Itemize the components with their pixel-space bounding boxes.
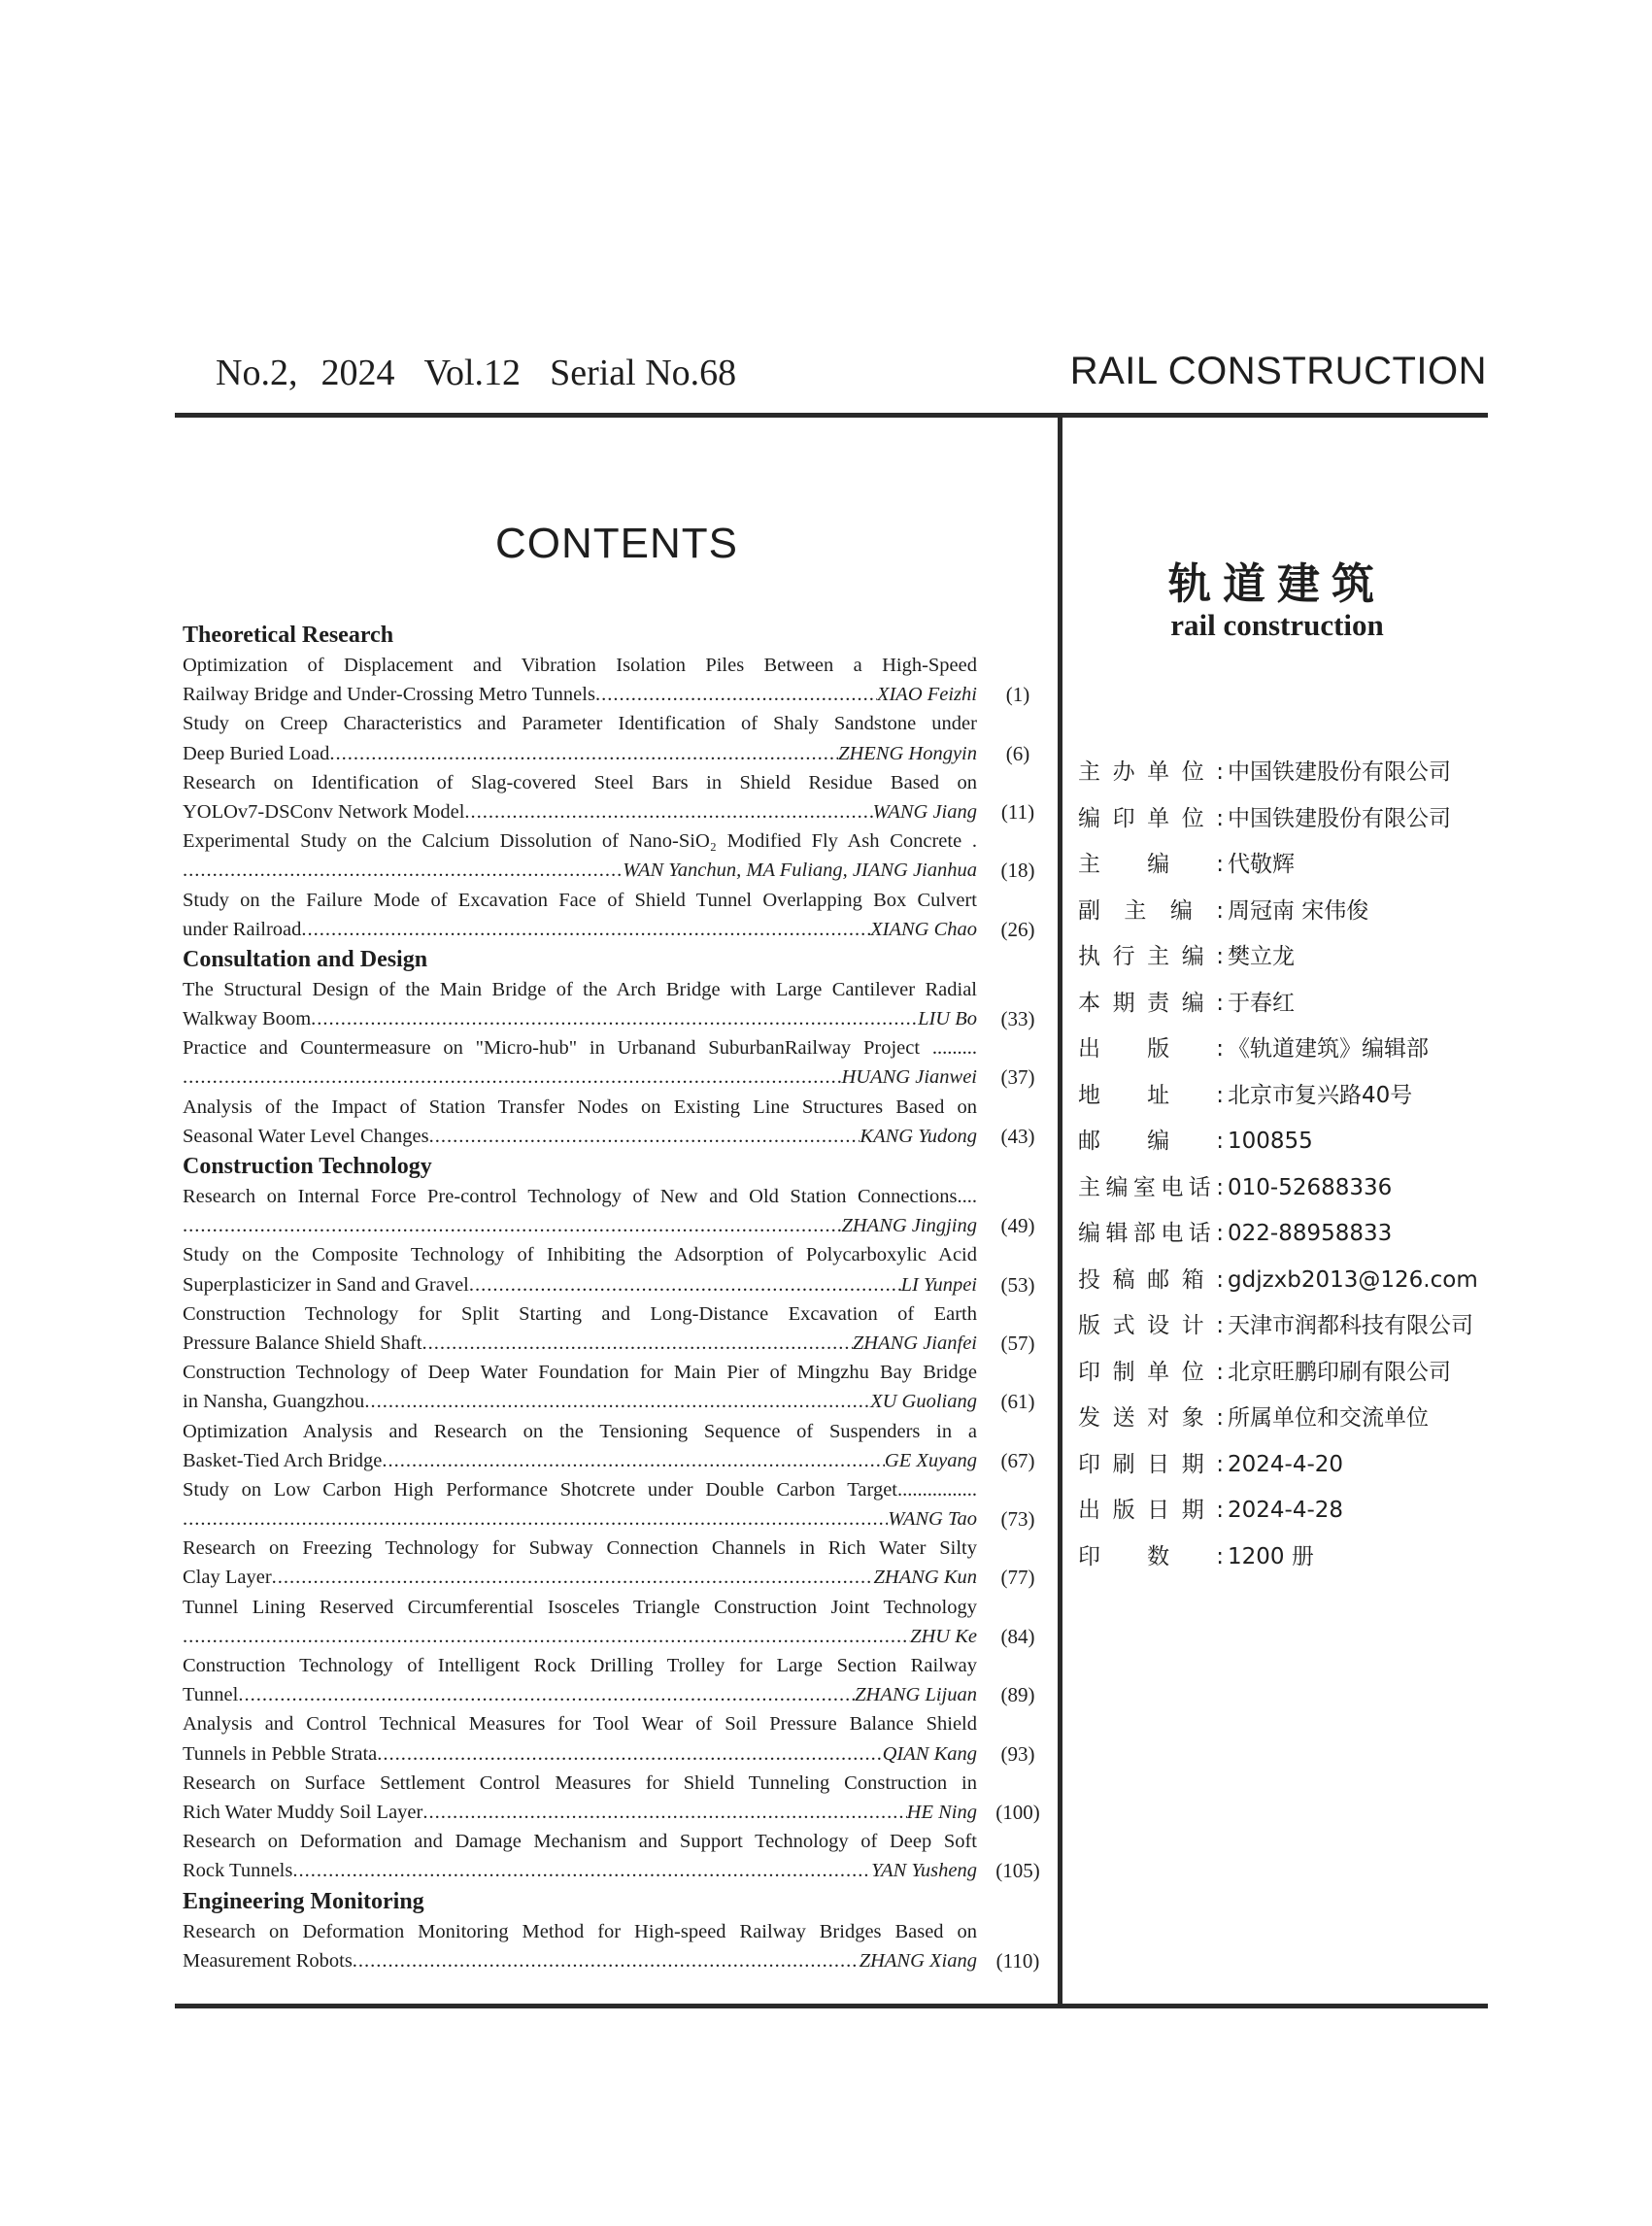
toc-entry bbox=[183, 1769, 1047, 1827]
info-label: 主编: bbox=[1078, 852, 1224, 877]
entry-author-line bbox=[183, 1329, 1035, 1358]
toc-entry bbox=[183, 651, 1047, 709]
entry-title-line: Practice and Countermeasure on "Micro-hub" in Urbanand SuburbanRailway Project ......... bbox=[183, 1037, 977, 1060]
info-row bbox=[1078, 796, 1486, 843]
leader-dots bbox=[469, 1270, 901, 1299]
page-number: (84) bbox=[1000, 1624, 1035, 1648]
info-row bbox=[1078, 1027, 1486, 1073]
page-number: (53) bbox=[1000, 1272, 1035, 1297]
page-number: (33) bbox=[1000, 1007, 1035, 1031]
leader-dots bbox=[183, 856, 623, 885]
entry-title-cont: Tunnel bbox=[183, 1684, 239, 1706]
page-number: (43) bbox=[1000, 1124, 1035, 1148]
page-number: (105) bbox=[995, 1859, 1040, 1883]
info-label: 地址: bbox=[1078, 1082, 1224, 1108]
info-row bbox=[1078, 1535, 1486, 1581]
entry-author-line bbox=[183, 680, 1030, 709]
info-value: 1200 册 bbox=[1228, 1543, 1314, 1569]
entry-title-line: Optimization Analysis and Research on the Tensioning Sequence of Suspenders in a bbox=[183, 1420, 977, 1442]
info-label: 执行主编: bbox=[1078, 944, 1224, 969]
section-title: Construction Technology bbox=[183, 1154, 432, 1179]
info-value: 周冠南 宋伟俊 bbox=[1228, 897, 1369, 924]
section-title: Consultation and Design bbox=[183, 946, 428, 972]
publication-info bbox=[1078, 750, 1486, 1580]
top-rule bbox=[175, 413, 1488, 418]
entry-title-line: Optimization of Displacement and Vibration Isolation Piles Between a High-Speed bbox=[183, 655, 977, 676]
table-of-contents bbox=[183, 620, 1047, 1975]
leader-dots bbox=[183, 1062, 842, 1092]
entry-title-line: Study on the Composite Technology of Inhibiting the Adsorption of Polycarboxylic Acid bbox=[183, 1244, 977, 1266]
entry-author: ZHENG Hongyin bbox=[838, 742, 977, 764]
page-number: (67) bbox=[1000, 1448, 1035, 1472]
journal-name-en: RAIL CONSTRUCTION bbox=[1069, 350, 1487, 392]
leader-dots bbox=[301, 915, 870, 944]
entry-title-line: The Structural Design of the Main Bridge of the Arch Bridge with Large Cantilever Radial bbox=[183, 978, 977, 1000]
page-number: (100) bbox=[995, 1800, 1040, 1824]
leader-dots bbox=[311, 1004, 918, 1033]
entry-author-line bbox=[183, 915, 1035, 944]
leader-dots bbox=[238, 1680, 855, 1709]
entry-author-line bbox=[183, 1004, 1035, 1033]
info-label: 版式设计: bbox=[1078, 1313, 1224, 1338]
info-value: 北京市复兴路40号 bbox=[1228, 1082, 1413, 1108]
issue-header bbox=[216, 352, 765, 394]
entry-author: LI Yunpei bbox=[900, 1273, 977, 1296]
info-value: 《轨道建筑》编辑部 bbox=[1228, 1036, 1429, 1062]
info-row bbox=[1078, 889, 1486, 935]
toc-entry bbox=[183, 1534, 1047, 1592]
info-label: 编印单位: bbox=[1078, 805, 1224, 831]
leader-dots bbox=[422, 1329, 853, 1358]
entry-author-line bbox=[183, 1739, 1035, 1769]
leader-dots bbox=[364, 1387, 870, 1416]
entry-title-cont: Deep Buried Load bbox=[183, 742, 330, 764]
page-number: (57) bbox=[1000, 1331, 1035, 1355]
journal-title-cn: 轨道建筑 bbox=[1168, 559, 1386, 609]
entry-title-line: Experimental Study on the Calcium Dissolution of Nano-SiO₂ Modified Fly Ash Concrete . bbox=[183, 830, 977, 853]
toc-entry bbox=[183, 1358, 1047, 1416]
entry-title-cont: Superplasticizer in Sand and Gravel bbox=[183, 1273, 469, 1296]
info-label: 印数: bbox=[1078, 1543, 1224, 1569]
entry-title-line: Construction Technology of Intelligent Rock Drilling Trolley for Large Section Railway bbox=[183, 1655, 977, 1676]
entry-title-line: Construction Technology of Deep Water Foundation for Main Pier of Mingzhu Bay Bridge bbox=[183, 1362, 977, 1384]
toc-entry bbox=[183, 1240, 1047, 1298]
leader-dots bbox=[183, 1622, 910, 1651]
info-row bbox=[1078, 1350, 1486, 1397]
info-label: 副主编: bbox=[1078, 897, 1224, 924]
toc-entry bbox=[183, 1917, 1047, 1975]
entry-author-line bbox=[183, 1446, 1035, 1475]
page-number: (61) bbox=[1000, 1390, 1035, 1414]
entry-author-line bbox=[183, 1563, 1035, 1592]
entry-title-line: Tunnel Lining Reserved Circumferential Isosceles Triangle Construction Joint Technology bbox=[183, 1596, 977, 1618]
entry-author: ZHANG Kun bbox=[873, 1567, 977, 1589]
info-value: 天津市润都科技有限公司 bbox=[1228, 1313, 1473, 1338]
info-value: 100855 bbox=[1228, 1129, 1313, 1154]
bottom-rule bbox=[175, 2004, 1488, 2008]
entry-author: WANG Tao bbox=[888, 1508, 977, 1531]
entry-title-line: Study on Low Carbon High Performance Shotcrete under Double Carbon Target................ bbox=[183, 1478, 977, 1501]
info-value: 中国铁建股份有限公司 bbox=[1228, 805, 1451, 831]
entry-author: ZHANG Jingjing bbox=[841, 1215, 977, 1237]
page-number: (73) bbox=[1000, 1507, 1035, 1532]
volume: Vol.12 bbox=[423, 353, 522, 393]
page-number: (37) bbox=[1000, 1065, 1035, 1090]
info-value: 樊立龙 bbox=[1228, 944, 1295, 969]
entry-author: HUANG Jianwei bbox=[841, 1066, 977, 1089]
toc-entry bbox=[183, 1709, 1047, 1768]
page-number: (11) bbox=[1000, 799, 1035, 824]
issue-year: 2024 bbox=[320, 353, 395, 393]
journal-title-en: rail construction bbox=[1170, 608, 1384, 642]
entry-title-line: Construction Technology for Split Starting and Long-Distance Excavation of Earth bbox=[183, 1302, 977, 1325]
entry-title-line: Analysis of the Impact of Station Transfer Nodes on Existing Line Structures Based on bbox=[183, 1096, 977, 1118]
toc-entry bbox=[183, 1827, 1047, 1885]
page-number: (18) bbox=[1000, 859, 1035, 883]
page-number: (26) bbox=[1000, 917, 1035, 941]
info-row bbox=[1078, 1073, 1486, 1120]
info-value: 2024-4-20 bbox=[1228, 1451, 1344, 1477]
entry-author-line bbox=[183, 856, 1035, 885]
info-value: 北京旺鹏印刷有限公司 bbox=[1228, 1359, 1451, 1385]
info-label: 出版: bbox=[1078, 1036, 1224, 1062]
info-label: 印制单位: bbox=[1078, 1359, 1224, 1385]
page-number: (6) bbox=[1005, 741, 1030, 765]
info-label: 印刷日期: bbox=[1078, 1451, 1224, 1477]
entry-title-cont: Railway Bridge and Under-Crossing Metro Tunnels bbox=[183, 684, 595, 706]
info-value: gdjzxb2013@126.com bbox=[1228, 1266, 1478, 1293]
entry-title-cont: Basket-Tied Arch Bridge bbox=[183, 1449, 383, 1471]
leader-dots bbox=[464, 797, 872, 826]
leader-dots bbox=[329, 739, 838, 768]
entry-author: ZHANG Lijuan bbox=[855, 1684, 977, 1706]
entry-title-cont: Rock Tunnels bbox=[183, 1860, 293, 1882]
page-number: (49) bbox=[1000, 1214, 1035, 1238]
entry-title-cont: YOLOv7-DSConv Network Model bbox=[183, 800, 465, 823]
serial-number: Serial No.68 bbox=[550, 353, 737, 393]
leader-dots bbox=[183, 1504, 888, 1534]
entry-title-cont: Clay Layer bbox=[183, 1567, 272, 1589]
entry-author-line bbox=[183, 1211, 1035, 1240]
info-value: 所属单位和交流单位 bbox=[1228, 1405, 1429, 1431]
leader-dots bbox=[272, 1563, 874, 1592]
info-label: 投稿邮箱: bbox=[1078, 1266, 1224, 1293]
info-value: 中国铁建股份有限公司 bbox=[1228, 759, 1451, 785]
info-row bbox=[1078, 750, 1486, 796]
entry-title-line: Study on Creep Characteristics and Parameter Identification of Shaly Sandstone under bbox=[183, 713, 977, 735]
info-label: 出版日期: bbox=[1078, 1498, 1224, 1523]
entry-title-cont: Walkway Boom bbox=[183, 1008, 312, 1030]
entry-author-line bbox=[183, 1387, 1035, 1416]
issue-number: No.2, bbox=[216, 353, 298, 393]
toc-entry bbox=[183, 1651, 1047, 1709]
entry-title-cont: under Railroad bbox=[183, 918, 302, 940]
entry-title-line: Research on Surface Settlement Control Measures for Shield Tunneling Construction in bbox=[183, 1771, 977, 1794]
entry-author: KANG Yudong bbox=[860, 1125, 977, 1147]
info-label: 主编室电话: bbox=[1078, 1174, 1224, 1200]
entry-author-line bbox=[183, 1946, 1040, 1975]
entry-title-cont: Tunnels in Pebble Strata bbox=[183, 1742, 378, 1765]
page-number: (93) bbox=[1000, 1741, 1035, 1766]
entry-title-cont: Pressure Balance Shield Shaft bbox=[183, 1332, 422, 1354]
toc-entry bbox=[183, 1593, 1047, 1651]
entry-author: ZHANG Xiang bbox=[859, 1949, 977, 1972]
toc-entry bbox=[183, 1299, 1047, 1358]
info-value: 代敬辉 bbox=[1228, 852, 1295, 877]
info-row bbox=[1078, 1165, 1486, 1212]
toc-entry bbox=[183, 886, 1047, 944]
page-number: (89) bbox=[1000, 1683, 1035, 1707]
entry-author: HE Ning bbox=[906, 1801, 977, 1823]
info-row bbox=[1078, 1258, 1486, 1304]
entry-author-line bbox=[183, 739, 1030, 768]
entry-author: ZHANG Jianfei bbox=[852, 1332, 977, 1354]
page-number: (77) bbox=[1000, 1566, 1035, 1590]
entry-author-line bbox=[183, 1122, 1035, 1151]
entry-title-line: Research on Deformation and Damage Mechanism and Support Technology of Deep Soft bbox=[183, 1831, 977, 1853]
info-row bbox=[1078, 1396, 1486, 1442]
leader-dots bbox=[377, 1739, 882, 1769]
entry-author: XIANG Chao bbox=[870, 918, 977, 940]
info-label: 邮编: bbox=[1078, 1129, 1224, 1154]
toc-entry bbox=[183, 975, 1047, 1033]
info-row bbox=[1078, 842, 1486, 889]
info-row bbox=[1078, 934, 1486, 981]
entry-author-line bbox=[183, 1856, 1040, 1885]
entry-author: GE Xuyang bbox=[884, 1449, 977, 1471]
info-row bbox=[1078, 981, 1486, 1028]
leader-dots bbox=[183, 1211, 841, 1240]
page-number: (110) bbox=[995, 1948, 1040, 1973]
toc-entry bbox=[183, 768, 1047, 826]
leader-dots bbox=[353, 1946, 860, 1975]
entry-title-line: Research on Internal Force Pre-control Technology of New and Old Station Connections.... bbox=[183, 1186, 977, 1207]
info-label: 主办单位: bbox=[1078, 759, 1224, 785]
entry-title-line: Research on Deformation Monitoring Method for High-speed Railway Bridges Based on bbox=[183, 1920, 977, 1942]
info-value: 022-88958833 bbox=[1228, 1221, 1393, 1246]
leader-dots bbox=[595, 680, 877, 709]
toc-entry bbox=[183, 1093, 1047, 1151]
contents-heading: CONTENTS bbox=[495, 520, 738, 567]
entry-title-line: Research on Identification of Slag-covered Steel Bars in Shield Residue Based on bbox=[183, 771, 977, 793]
toc-entry bbox=[183, 1033, 1047, 1092]
section-title: Engineering Monitoring bbox=[183, 1888, 424, 1914]
section-title: Theoretical Research bbox=[183, 623, 394, 648]
entry-author: YAN Yusheng bbox=[871, 1860, 977, 1882]
toc-entry bbox=[183, 1182, 1047, 1240]
toc-entry bbox=[183, 1417, 1047, 1475]
leader-dots bbox=[292, 1856, 871, 1885]
entry-author: WANG Jiang bbox=[872, 800, 977, 823]
info-row bbox=[1078, 1211, 1486, 1258]
leader-dots bbox=[429, 1122, 860, 1151]
entry-title-cont: in Nansha, Guangzhou bbox=[183, 1391, 365, 1413]
toc-entry bbox=[183, 709, 1047, 767]
info-row bbox=[1078, 1303, 1486, 1350]
entry-author-line bbox=[183, 1798, 1040, 1827]
entry-author-line bbox=[183, 1680, 1035, 1709]
entry-author-line bbox=[183, 1270, 1035, 1299]
info-row bbox=[1078, 1488, 1486, 1535]
entry-title-line: Study on the Failure Mode of Excavation Face of Shield Tunnel Overlapping Box Culvert bbox=[183, 889, 977, 911]
entry-author: WAN Yanchun, MA Fuliang, JIANG Jianhua bbox=[623, 860, 977, 882]
entry-title-cont: Measurement Robots bbox=[183, 1949, 353, 1972]
entry-author: XIAO Feizhi bbox=[876, 684, 977, 706]
toc-entry bbox=[183, 1475, 1047, 1534]
page-number: (1) bbox=[1005, 683, 1030, 707]
info-row bbox=[1078, 1119, 1486, 1165]
info-label: 编辑部电话: bbox=[1078, 1221, 1224, 1246]
entry-author: XU Guoliang bbox=[870, 1391, 977, 1413]
entry-title-line: Analysis and Control Technical Measures for Tool Wear of Soil Pressure Balance Shield bbox=[183, 1713, 977, 1736]
entry-author: QIAN Kang bbox=[882, 1742, 977, 1765]
info-row bbox=[1078, 1442, 1486, 1489]
entry-author: LIU Bo bbox=[918, 1008, 977, 1030]
entry-title-cont: Seasonal Water Level Changes bbox=[183, 1125, 429, 1147]
entry-author-line bbox=[183, 1504, 1035, 1534]
info-label: 发送对象: bbox=[1078, 1405, 1224, 1431]
toc-entry bbox=[183, 826, 1047, 885]
info-value: 于春红 bbox=[1228, 990, 1295, 1016]
info-value: 010-52688336 bbox=[1228, 1174, 1393, 1200]
info-label: 本期责编: bbox=[1078, 990, 1224, 1016]
column-divider bbox=[1058, 413, 1062, 2008]
entry-author-line bbox=[183, 797, 1035, 826]
entry-author-line bbox=[183, 1062, 1035, 1092]
entry-author: ZHU Ke bbox=[910, 1625, 977, 1647]
leader-dots bbox=[422, 1798, 906, 1827]
entry-title-cont: Rich Water Muddy Soil Layer bbox=[183, 1801, 423, 1823]
info-value: 2024-4-28 bbox=[1228, 1498, 1344, 1523]
leader-dots bbox=[382, 1446, 885, 1475]
entry-title-line: Research on Freezing Technology for Subway Connection Channels in Rich Water Silty bbox=[183, 1537, 977, 1560]
entry-author-line bbox=[183, 1622, 1035, 1651]
